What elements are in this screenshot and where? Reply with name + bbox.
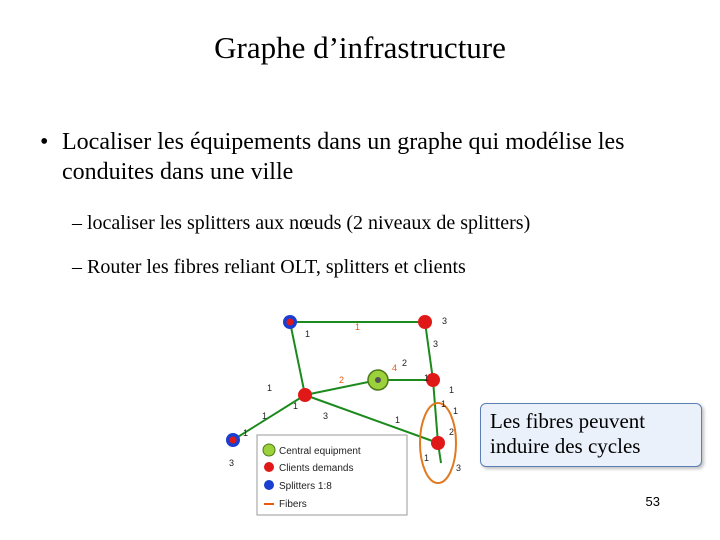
- nodes: [226, 315, 448, 450]
- edge-label: 1: [424, 373, 430, 383]
- edge-label: 1: [395, 415, 401, 425]
- edge-label: 1: [441, 399, 447, 409]
- legend-splitters-label: Splitters 1:8: [279, 481, 332, 492]
- legend-fibers-label: Fibers: [279, 499, 307, 510]
- edge: [433, 380, 438, 443]
- main-bullet-text: Localiser les équipements dans un graphe qui modélise les conduites dans une ville: [62, 129, 625, 185]
- edge-label: 3: [456, 463, 462, 473]
- edge-label: 2: [402, 358, 408, 368]
- edge-label: 1: [424, 453, 430, 463]
- central-equipment-icon: [263, 444, 275, 456]
- edge-label: 3: [442, 316, 448, 326]
- page-number: 53: [645, 494, 660, 509]
- sub-bullet-fibers: [72, 254, 692, 280]
- infrastructure-graph: [215, 305, 465, 520]
- client-node: [230, 437, 237, 444]
- sub-bullet-text: localiser les splitters aux nœuds (2 niveaux de splitters): [87, 212, 531, 234]
- client-demand-icon: [264, 462, 274, 472]
- edge-label: 1: [267, 383, 273, 393]
- client-node: [287, 319, 294, 326]
- sub-bullet-marker: –: [72, 212, 82, 234]
- edge-label: 4: [392, 363, 398, 373]
- edge-label: 1: [453, 406, 459, 416]
- edge-label: 1: [293, 401, 299, 411]
- slide-title: Graphe d’infrastructure: [214, 30, 506, 65]
- client-node: [298, 388, 312, 402]
- sub-bullet-marker: –: [72, 256, 82, 278]
- client-node: [418, 315, 432, 329]
- edge-label: 1: [355, 322, 361, 332]
- client-node: [431, 436, 445, 450]
- edge-label: 1: [449, 385, 455, 395]
- splitter-icon: [264, 480, 274, 490]
- central-equipment-core: [375, 377, 381, 383]
- legend: [257, 435, 407, 515]
- legend-central-label: Central equipment: [279, 446, 361, 457]
- edge-label: 3: [323, 411, 329, 421]
- sub-bullet-splitters: [72, 210, 692, 236]
- edge-label: 2: [449, 427, 455, 437]
- edge-label: 2: [339, 375, 345, 385]
- edge-label: 1: [243, 428, 249, 438]
- edge: [425, 322, 433, 380]
- cycle-callout: Les fibres peuvent induire des cycles: [480, 403, 702, 467]
- edge-label: 1: [305, 329, 311, 339]
- edge-label: 3: [433, 339, 439, 349]
- sub-bullet-text: Router les fibres reliant OLT, splitters et clients: [87, 256, 466, 278]
- edge: [290, 322, 305, 395]
- bullet-marker: •: [40, 129, 49, 155]
- edge-label: 3: [229, 458, 235, 468]
- edge-label: 1: [262, 411, 268, 421]
- legend-clients-label: Clients demands: [279, 463, 354, 474]
